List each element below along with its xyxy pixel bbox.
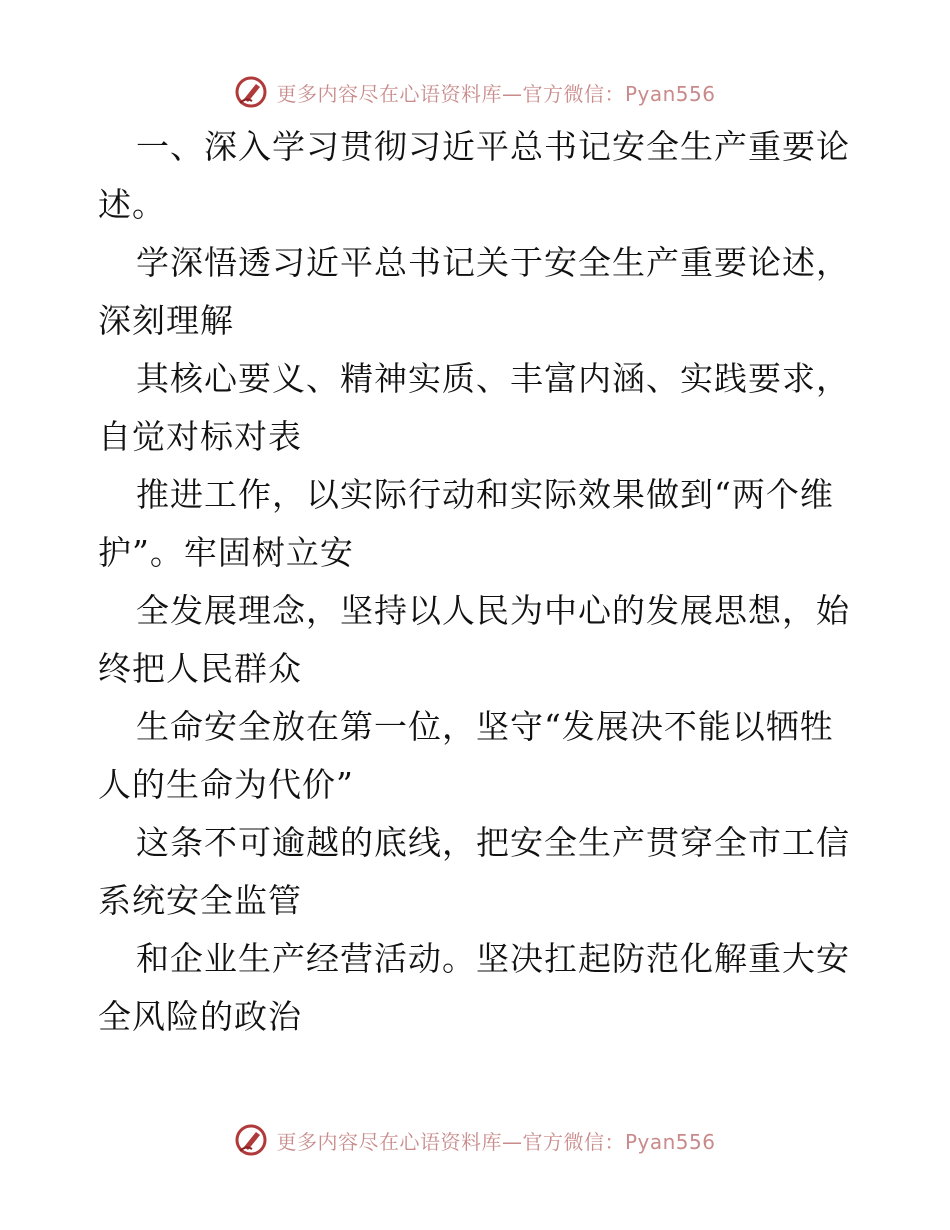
pen-circle-logo-icon [234, 1123, 268, 1157]
paragraph-line: 述。 [98, 185, 166, 224]
paragraph-line: 生命安全放在第一位，坚守“发展决不能以牺牲 [136, 707, 834, 746]
paragraph-line: 自觉对标对表 [98, 417, 302, 456]
footer-watermark [0, 1118, 950, 1162]
watermark-text: 更多内容尽在心语资料库—官方微信：Pyan556 [276, 1129, 716, 1154]
paragraph-line: 系统安全监管 [98, 881, 302, 920]
paragraph-line: 一、深入学习贯彻习近平总书记安全生产重要论 [136, 127, 850, 166]
paragraph-line: 全发展理念，坚持以人民为中心的发展思想，始 [136, 591, 850, 630]
document-body [98, 118, 858, 1046]
paragraph-line: 深刻理解 [98, 301, 234, 340]
watermark-text: 更多内容尽在心语资料库—官方微信：Pyan556 [276, 81, 716, 106]
paragraph-line: 终把人民群众 [98, 649, 302, 688]
paragraph-line: 其核心要义、精神实质、丰富内涵、实践要求， [136, 359, 850, 398]
paragraph-line: 推进工作，以实际行动和实际效果做到“两个维 [136, 475, 834, 514]
pen-circle-logo-icon [234, 75, 268, 109]
paragraph-line: 和企业生产经营活动。坚决扛起防范化解重大安 [136, 939, 850, 978]
paragraph-line: 护”。牢固树立安 [98, 533, 354, 572]
paragraph-line: 全风险的政治 [98, 997, 302, 1036]
paragraph-line: 人的生命为代价” [98, 765, 354, 804]
paragraph-line: 这条不可逾越的底线，把安全生产贯穿全市工信 [136, 823, 850, 862]
header-watermark [0, 70, 950, 114]
paragraph-line: 学深悟透习近平总书记关于安全生产重要论述， [136, 243, 850, 282]
